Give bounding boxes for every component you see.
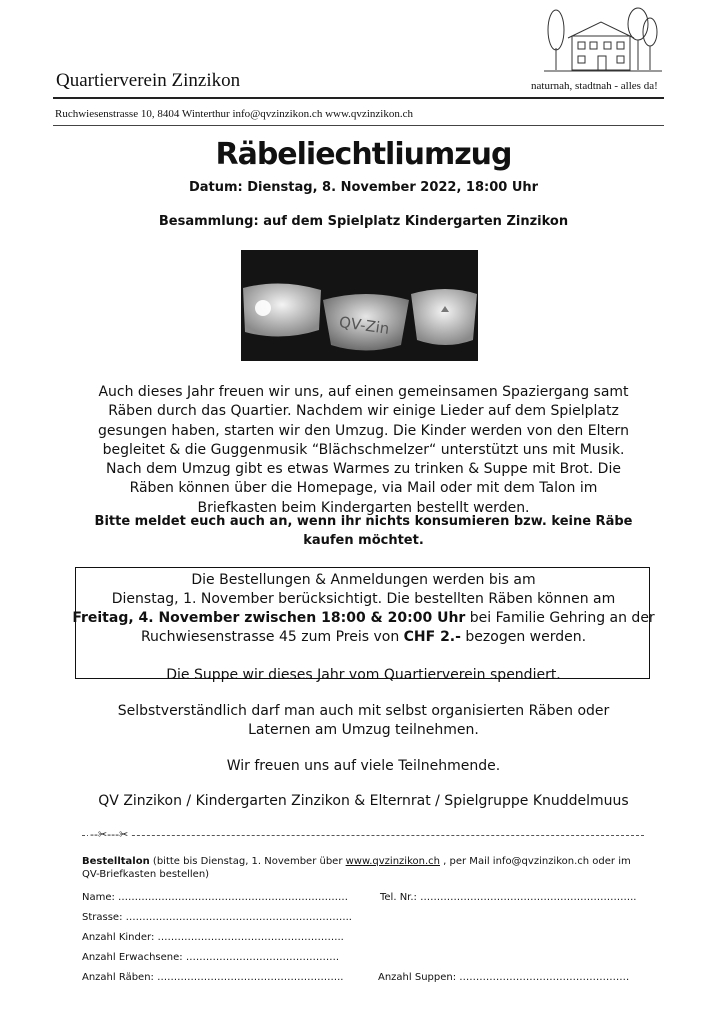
text-line: Selbstverständlich darf man auch mit selbst organisierten Räben oder bbox=[117, 703, 610, 719]
address-rule bbox=[53, 125, 664, 126]
page-title: Räbeliechtliumzug bbox=[215, 137, 512, 172]
soup-count-field[interactable]: Anzahl Suppen: …………………………………………… bbox=[378, 972, 630, 983]
text-line bbox=[40, 609, 687, 628]
text-line: Räben können über die Homepage, via Mail oder mit dem Talon im bbox=[129, 480, 598, 497]
header-rule bbox=[53, 97, 664, 99]
organization-name: Quartierverein Zinzikon bbox=[56, 70, 241, 91]
price: CHF 2.- bbox=[403, 629, 461, 645]
text-line: Die Suppe wir dieses Jahr vom Quartierverein spendiert. bbox=[166, 667, 561, 683]
form-label: Bestelltalon bbox=[82, 856, 150, 867]
text-line: kaufen möchtet. bbox=[303, 533, 424, 548]
phone-field[interactable]: Tel. Nr.: ……………………………………………………….. bbox=[380, 892, 637, 903]
children-count-field[interactable]: Anzahl Kinder: ……………………………………………….. bbox=[82, 932, 344, 943]
text-span: Ruchwiesenstrasse 45 zum Preis von bbox=[140, 629, 404, 645]
text-line: gesungen haben, starten wir den Umzug. Die Kinder werden von den Eltern bbox=[98, 422, 629, 439]
raeben-count-field[interactable]: Anzahl Räben: ……………………………………………….. bbox=[82, 972, 344, 983]
adults-count-field[interactable]: Anzahl Erwachsene: ………………………………………. bbox=[82, 952, 340, 963]
lantern-photo bbox=[241, 250, 478, 361]
text-line: Räben durch das Quartier. Nachdem wir einige Lieder auf dem Spielplatz bbox=[108, 403, 619, 420]
own-lantern-note bbox=[40, 702, 687, 740]
street-field[interactable]: Strasse: ………………………………………………………….. bbox=[82, 912, 352, 923]
scissors-icon: --✂---✂ bbox=[90, 828, 129, 841]
text-line: Bitte meldet euch auch an, wenn ihr nichts konsumieren bzw. keine Räbe bbox=[94, 514, 633, 529]
cut-line bbox=[82, 828, 644, 842]
order-form-header bbox=[82, 855, 644, 881]
text-line: Auch dieses Jahr freuen wir uns, auf einen gemeinsamen Spaziergang samt bbox=[98, 384, 629, 400]
meeting-point: Besammlung: auf dem Spielplatz Kindergarten Zinzikon bbox=[158, 214, 569, 229]
invitation-text bbox=[40, 383, 687, 518]
closing-line: Wir freuen uns auf viele Teilnehmende. bbox=[226, 758, 501, 774]
text-span: bezogen werden. bbox=[460, 629, 587, 645]
text-line: Dienstag, 1. November berücksichtigt. Die bestellten Räben können am bbox=[111, 591, 616, 607]
lantern-lettering: QV-Zin bbox=[337, 313, 391, 338]
text-span: , per Mail info@qvzinzikon.ch oder im QV-Briefkasten bestellen) bbox=[82, 856, 631, 880]
text-line: begleitet & die Guggenmusik “Blächschmelzer“ unterstützt uns mit Musik. bbox=[102, 441, 625, 458]
registration-note bbox=[40, 512, 687, 550]
text-line: Die Bestellungen & Anmeldungen werden bis am bbox=[191, 572, 536, 588]
organizers: QV Zinzikon / Kindergarten Zinzikon & Elternrat / Spielgruppe Knuddelmuus bbox=[98, 793, 629, 809]
text-line: Laternen am Umzug teilnehmen. bbox=[248, 722, 479, 738]
dashed-line bbox=[82, 835, 644, 836]
slogan: naturnah, stadtnah - alles da! bbox=[531, 80, 658, 92]
homepage-link[interactable]: www.qvzinzikon.ch bbox=[345, 856, 440, 867]
event-date: Datum: Dienstag, 8. November 2022, 18:00 Uhr bbox=[188, 180, 539, 195]
text-line: Briefkasten beim Kindergarten bestellt werden. bbox=[197, 499, 530, 516]
text-span: bei Familie Gehring an der bbox=[465, 610, 655, 626]
text-line: Nach dem Umzug gibt es etwas Warmes zu trinken & Suppe mit Brot. Die bbox=[106, 461, 621, 478]
order-info-text bbox=[40, 571, 687, 685]
name-field[interactable]: Name: …………………………………………………………… bbox=[82, 892, 349, 903]
pickup-date: Freitag, 4. November zwischen 18:00 & 20:00 Uhr bbox=[72, 610, 466, 626]
text-span: (bitte bis Dienstag, 1. November über bbox=[149, 856, 346, 867]
house-logo bbox=[540, 4, 664, 76]
address-line: Ruchwiesenstrasse 10, 8404 Winterthur info@qvzinzikon.ch www.qvzinzikon.ch bbox=[55, 108, 413, 120]
text-line bbox=[40, 628, 687, 647]
